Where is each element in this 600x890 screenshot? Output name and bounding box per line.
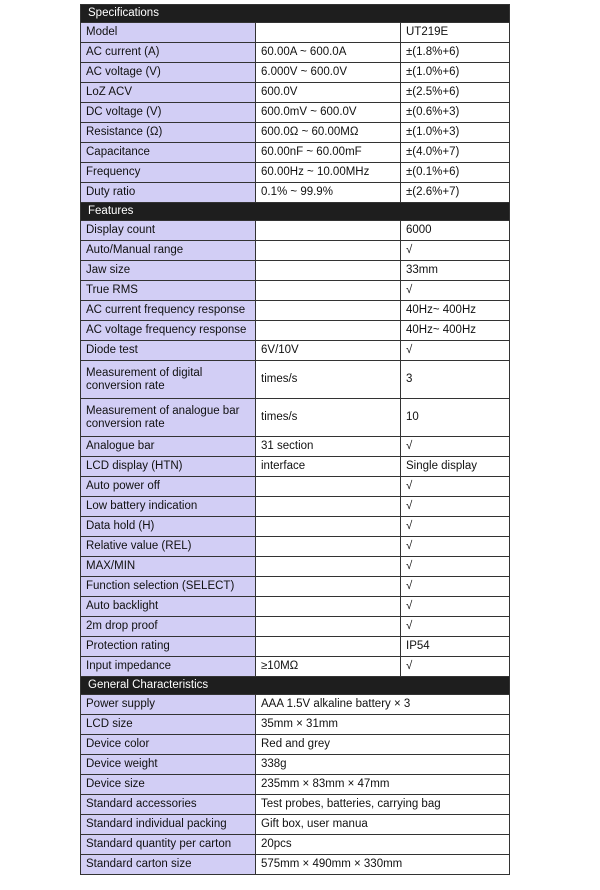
table-row bbox=[81, 795, 510, 815]
table-row bbox=[81, 437, 510, 457]
section-header-general-characteristics bbox=[81, 677, 510, 695]
row-range bbox=[256, 577, 401, 597]
table-row bbox=[81, 361, 510, 399]
row-label: Resistance (Ω) bbox=[81, 123, 256, 143]
row-label: Standard accessories bbox=[81, 795, 256, 815]
row-range: 31 section bbox=[256, 437, 401, 457]
table-row bbox=[81, 241, 510, 261]
row-label: Auto power off bbox=[81, 477, 256, 497]
row-value: 575mm × 490mm × 330mm bbox=[256, 855, 510, 875]
row-label: Auto backlight bbox=[81, 597, 256, 617]
row-value: √ bbox=[401, 341, 510, 361]
row-value: √ bbox=[401, 537, 510, 557]
row-range bbox=[256, 517, 401, 537]
row-value: √ bbox=[401, 241, 510, 261]
row-range bbox=[256, 477, 401, 497]
table-row bbox=[81, 477, 510, 497]
row-value: AAA 1.5V alkaline battery × 3 bbox=[256, 695, 510, 715]
table-row bbox=[81, 321, 510, 341]
row-value: √ bbox=[401, 477, 510, 497]
row-range bbox=[256, 537, 401, 557]
row-range bbox=[256, 241, 401, 261]
table-row bbox=[81, 657, 510, 677]
row-label: Diode test bbox=[81, 341, 256, 361]
table-row bbox=[81, 83, 510, 103]
row-value: ±(2.6%+7) bbox=[401, 183, 510, 203]
table-row bbox=[81, 183, 510, 203]
table-row bbox=[81, 537, 510, 557]
row-range: interface bbox=[256, 457, 401, 477]
row-value: √ bbox=[401, 497, 510, 517]
section-title: Features bbox=[81, 203, 510, 221]
row-label: Relative value (REL) bbox=[81, 537, 256, 557]
row-label: Model bbox=[81, 23, 256, 43]
row-value: ±(1.8%+6) bbox=[401, 43, 510, 63]
table-row bbox=[81, 281, 510, 301]
table-row bbox=[81, 695, 510, 715]
row-label: Power supply bbox=[81, 695, 256, 715]
row-label: Capacitance bbox=[81, 143, 256, 163]
row-value: √ bbox=[401, 617, 510, 637]
row-value: ±(0.1%+6) bbox=[401, 163, 510, 183]
row-label: Jaw size bbox=[81, 261, 256, 281]
row-label: Input impedance bbox=[81, 657, 256, 677]
section-header-specifications bbox=[81, 5, 510, 23]
row-range: times/s bbox=[256, 361, 401, 399]
row-label: Device color bbox=[81, 735, 256, 755]
row-value: √ bbox=[401, 557, 510, 577]
row-range bbox=[256, 497, 401, 517]
row-label: 2m drop proof bbox=[81, 617, 256, 637]
row-range: 6.000V ~ 600.0V bbox=[256, 63, 401, 83]
row-value: 235mm × 83mm × 47mm bbox=[256, 775, 510, 795]
table-row bbox=[81, 597, 510, 617]
row-range: 600.0mV ~ 600.0V bbox=[256, 103, 401, 123]
row-label: LCD display (HTN) bbox=[81, 457, 256, 477]
row-range bbox=[256, 321, 401, 341]
row-value: 338g bbox=[256, 755, 510, 775]
table-row bbox=[81, 517, 510, 537]
row-value: IP54 bbox=[401, 637, 510, 657]
table-row bbox=[81, 775, 510, 795]
table-row bbox=[81, 715, 510, 735]
row-value: √ bbox=[401, 437, 510, 457]
row-value: 20pcs bbox=[256, 835, 510, 855]
row-range: times/s bbox=[256, 399, 401, 437]
row-value: 6000 bbox=[401, 221, 510, 241]
row-label: Frequency bbox=[81, 163, 256, 183]
table-row bbox=[81, 341, 510, 361]
section-header-features bbox=[81, 203, 510, 221]
row-label: Analogue bar bbox=[81, 437, 256, 457]
table-row bbox=[81, 735, 510, 755]
row-range: 60.00Hz ~ 10.00MHz bbox=[256, 163, 401, 183]
row-value: ±(4.0%+7) bbox=[401, 143, 510, 163]
row-label: Function selection (SELECT) bbox=[81, 577, 256, 597]
row-range: 60.00nF ~ 60.00mF bbox=[256, 143, 401, 163]
table-row bbox=[81, 755, 510, 775]
row-range: 60.00A ~ 600.0A bbox=[256, 43, 401, 63]
row-value: ±(1.0%+3) bbox=[401, 123, 510, 143]
row-range bbox=[256, 23, 401, 43]
row-value: 35mm × 31mm bbox=[256, 715, 510, 735]
row-label: Auto/Manual range bbox=[81, 241, 256, 261]
row-range bbox=[256, 301, 401, 321]
row-value: ±(1.0%+6) bbox=[401, 63, 510, 83]
row-value: Test probes, batteries, carrying bag bbox=[256, 795, 510, 815]
table-row bbox=[81, 301, 510, 321]
row-label: Standard quantity per carton bbox=[81, 835, 256, 855]
row-label: Standard carton size bbox=[81, 855, 256, 875]
row-label: Display count bbox=[81, 221, 256, 241]
row-value: √ bbox=[401, 597, 510, 617]
row-label: Standard individual packing bbox=[81, 815, 256, 835]
row-range bbox=[256, 261, 401, 281]
row-label: LCD size bbox=[81, 715, 256, 735]
row-label: MAX/MIN bbox=[81, 557, 256, 577]
row-range: 600.0Ω ~ 60.00MΩ bbox=[256, 123, 401, 143]
row-value: 40Hz~ 400Hz bbox=[401, 321, 510, 341]
row-value: Single display bbox=[401, 457, 510, 477]
row-label: Device weight bbox=[81, 755, 256, 775]
table-row bbox=[81, 855, 510, 875]
row-value: Red and grey bbox=[256, 735, 510, 755]
row-value: ±(2.5%+6) bbox=[401, 83, 510, 103]
table-row bbox=[81, 123, 510, 143]
table-row bbox=[81, 261, 510, 281]
row-label: AC current frequency response bbox=[81, 301, 256, 321]
table-row bbox=[81, 457, 510, 477]
table-row bbox=[81, 143, 510, 163]
row-range bbox=[256, 557, 401, 577]
row-label: True RMS bbox=[81, 281, 256, 301]
row-range: 600.0V bbox=[256, 83, 401, 103]
row-label: AC voltage frequency response bbox=[81, 321, 256, 341]
row-label: AC current (A) bbox=[81, 43, 256, 63]
table-row bbox=[81, 23, 510, 43]
table-row bbox=[81, 43, 510, 63]
table-row bbox=[81, 637, 510, 657]
row-label: Measurement of analogue bar conversion rate bbox=[81, 399, 256, 437]
row-range bbox=[256, 221, 401, 241]
row-value: √ bbox=[401, 577, 510, 597]
table-row bbox=[81, 835, 510, 855]
row-value: Gift box, user manua bbox=[256, 815, 510, 835]
row-value: 3 bbox=[401, 361, 510, 399]
specification-table-body bbox=[81, 5, 510, 875]
row-label: Device size bbox=[81, 775, 256, 795]
table-row bbox=[81, 399, 510, 437]
row-value: √ bbox=[401, 657, 510, 677]
row-value: ±(0.6%+3) bbox=[401, 103, 510, 123]
row-label: Protection rating bbox=[81, 637, 256, 657]
table-row bbox=[81, 163, 510, 183]
row-label: DC voltage (V) bbox=[81, 103, 256, 123]
row-value: 40Hz~ 400Hz bbox=[401, 301, 510, 321]
row-value: √ bbox=[401, 517, 510, 537]
row-range: ≥10MΩ bbox=[256, 657, 401, 677]
table-row bbox=[81, 497, 510, 517]
row-label: AC voltage (V) bbox=[81, 63, 256, 83]
row-range bbox=[256, 281, 401, 301]
section-title: General Characteristics bbox=[81, 677, 510, 695]
row-range: 0.1% ~ 99.9% bbox=[256, 183, 401, 203]
table-row bbox=[81, 577, 510, 597]
table-row bbox=[81, 557, 510, 577]
row-value: √ bbox=[401, 281, 510, 301]
row-range bbox=[256, 597, 401, 617]
row-label: Low battery indication bbox=[81, 497, 256, 517]
table-row bbox=[81, 815, 510, 835]
row-range bbox=[256, 637, 401, 657]
table-row bbox=[81, 103, 510, 123]
row-label: Duty ratio bbox=[81, 183, 256, 203]
row-range: 6V/10V bbox=[256, 341, 401, 361]
row-label: Measurement of digital conversion rate bbox=[81, 361, 256, 399]
row-label: LoZ ACV bbox=[81, 83, 256, 103]
specification-table bbox=[80, 4, 510, 875]
row-range bbox=[256, 617, 401, 637]
section-title: Specifications bbox=[81, 5, 510, 23]
table-row bbox=[81, 63, 510, 83]
row-value: UT219E bbox=[401, 23, 510, 43]
row-label: Data hold (H) bbox=[81, 517, 256, 537]
row-value: 33mm bbox=[401, 261, 510, 281]
row-value: 10 bbox=[401, 399, 510, 437]
table-row bbox=[81, 221, 510, 241]
table-row bbox=[81, 617, 510, 637]
